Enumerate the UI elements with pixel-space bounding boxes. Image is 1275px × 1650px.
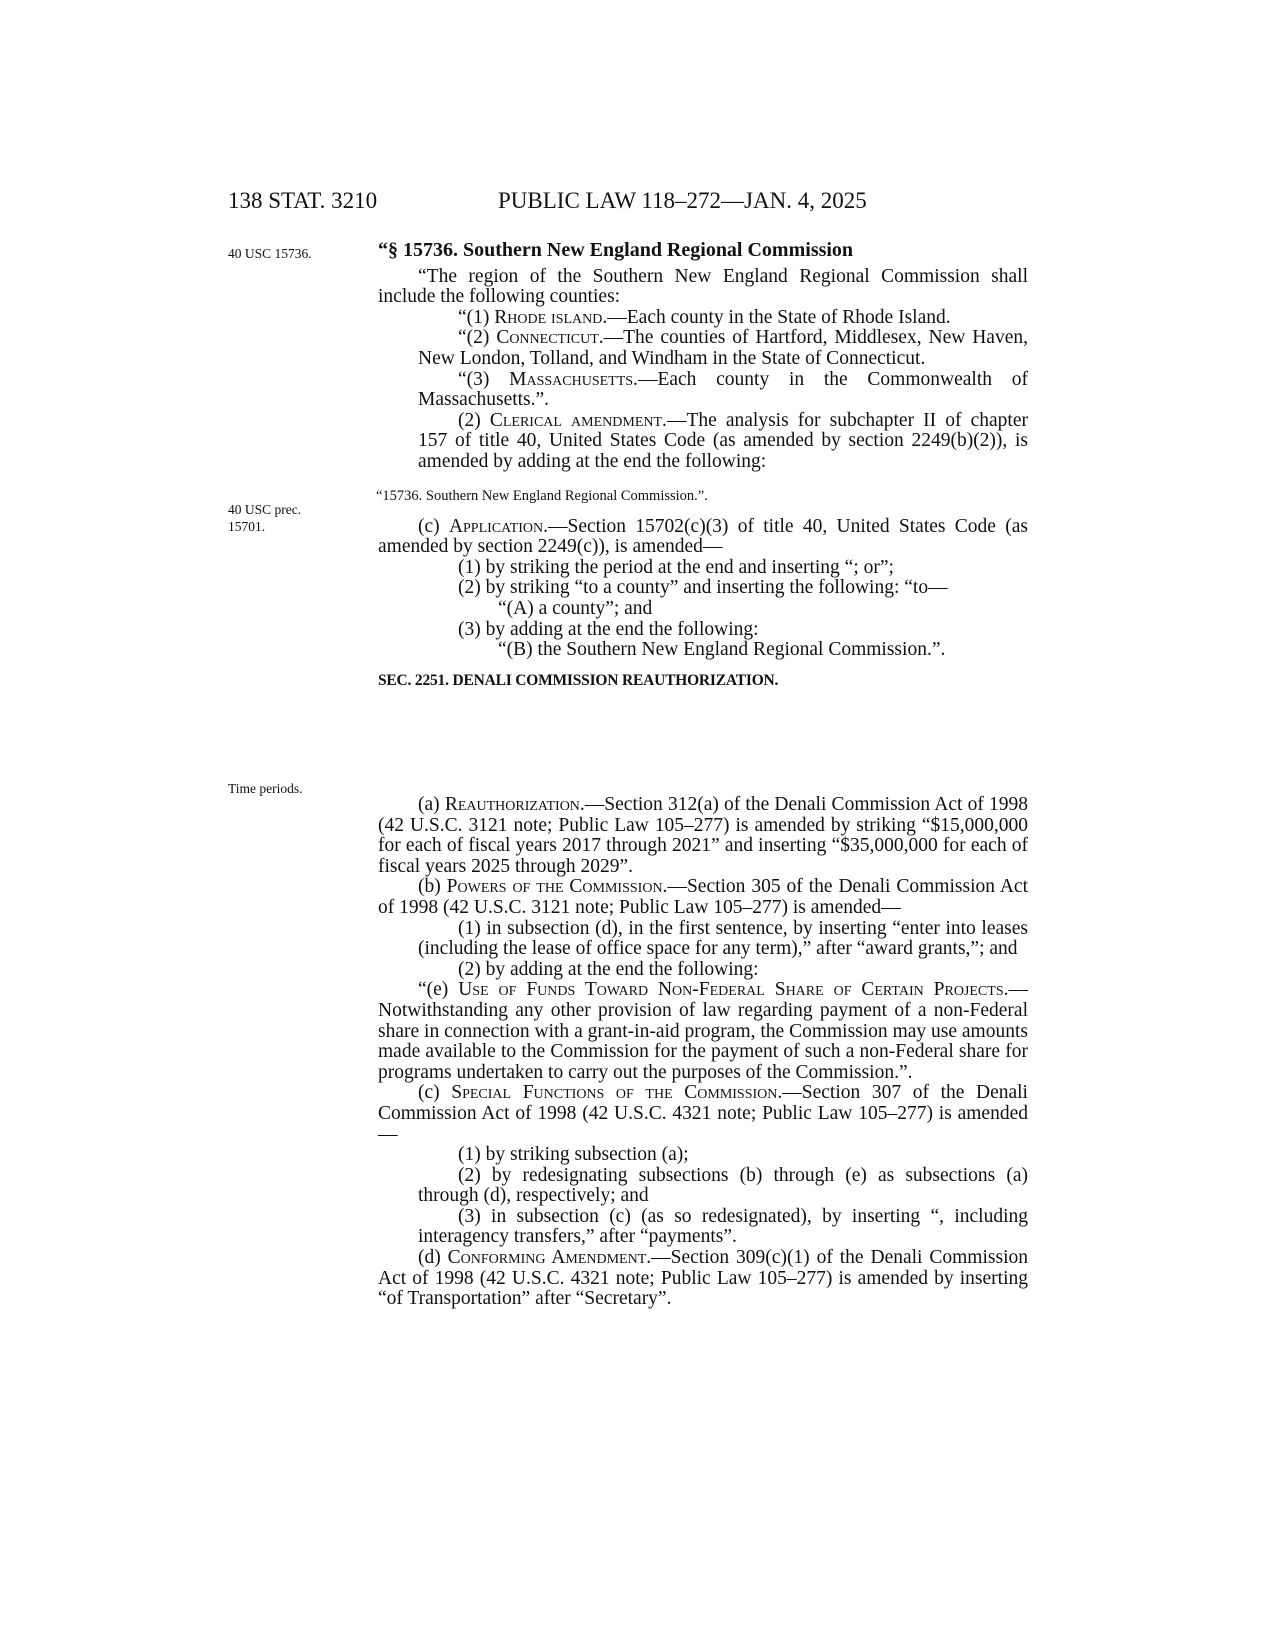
page-stat-citation: 138 STAT. 3210	[228, 188, 378, 213]
paragraph: (2) by adding at the end the following:	[458, 958, 759, 980]
paragraph: (3) by adding at the end the following:	[458, 618, 759, 640]
paragraph: “(3) Massachusetts.—Each county in the Commonwealth of Massachusetts.”.	[418, 368, 1028, 411]
paragraph: (3) in subsection (c) (as so redesignated), by inserting “, including interagency transfers,” after “payments”.	[418, 1205, 1028, 1248]
paragraph: “(2) Connecticut.—The counties of Hartford, Middlesex, New Haven, New London, Tolland, and Windham in the State of Connecticut.	[418, 327, 1028, 369]
margin-note-time-periods: Time periods.	[228, 781, 303, 796]
paragraph: “(A) a county”; and	[498, 597, 653, 619]
clerical-entry: “15736. Southern New England Regional Commission.”.	[376, 487, 708, 504]
paragraph: (b) Powers of the Commission.—Section 305 of the Denali Commission Act of 1998 (42 U.S.C. 3121 note; Public Law 105–277) is amended—	[378, 876, 1028, 918]
paragraph: “(B) the Southern New England Regional Commission.”.	[498, 639, 946, 661]
paragraph: (c) Application.—Section 15702(c)(3) of title 40, United States Code (as amended by section 2249(c)), is amended—	[378, 515, 1028, 558]
paragraph: (c) Special Functions of the Commission.—Section 307 of the Denali Commission Act of 1998 (42 U.S.C. 4321 note; Public Law 105–277) is amended—	[378, 1082, 1028, 1145]
section-heading: “§ 15736. Southern New England Regional Commission	[378, 239, 854, 261]
margin-note-usc-prec: 40 USC prec. 15701.	[228, 502, 302, 534]
paragraph: (1) in subsection (d), in the first sentence, by inserting “enter into leases (including the lease of office space for any term),” after “award grants,”; and	[418, 917, 1028, 960]
paragraph: (2) by redesignating subsections (b) through (e) as subsections (a) through (d), respectively; and	[418, 1164, 1028, 1207]
margin-note-usc: 40 USC 15736.	[228, 246, 312, 261]
paragraph: (d) Conforming Amendment.—Section 309(c)(1) of the Denali Commission Act of 1998 (42 U.S.C. 4321 note; Public Law 105–277) is amended by inserting “of Transportation” after “Secretary”.	[378, 1247, 1028, 1310]
paragraph: “(e) Use of Funds Toward Non-Federal Share of Certain Projects.—Notwithstanding any other provision of law regarding payment of a non-Federal share in connection with a grant-in-aid program, the Commission may use amounts made available to the Commission for the payment of such a non-Federal share for programs undertaken to carry out the purposes of the Commission.”.	[378, 979, 1028, 1083]
paragraph: “The region of the Southern New England Regional Commission shall include the following counties:	[378, 265, 1028, 308]
paragraph: “(1) Rhode island.—Each county in the State of Rhode Island.	[458, 306, 951, 328]
paragraph: (1) by striking subsection (a);	[458, 1144, 689, 1166]
paragraph: (2) by striking “to a county” and inserting the following: “to—	[458, 577, 948, 599]
section-15736-block	[378, 240, 1028, 711]
paragraph: (1) by striking the period at the end and inserting “; or”;	[458, 556, 894, 578]
paragraph: (a) Reauthorization.—Section 312(a) of the Denali Commission Act of 1998 (42 U.S.C. 3121 note; Public Law 105–277) is amended by striking “$15,000,000 for each of fiscal years 2017 through 2021” and inserting “$35,000,000 for each of fiscal years 2025 through 2029”.	[378, 794, 1028, 877]
section-2251-block	[378, 795, 1028, 1310]
paragraph: (2) Clerical amendment.—The analysis for subchapter II of chapter 157 of title 40, United States Code (as amended by section 2249(b)(2)), is amended by adding at the end the following:	[418, 409, 1028, 472]
running-header: PUBLIC LAW 118–272—JAN. 4, 2025	[498, 188, 867, 213]
section-2251-heading: SEC. 2251. DENALI COMMISSION REAUTHORIZATION.	[378, 671, 779, 689]
